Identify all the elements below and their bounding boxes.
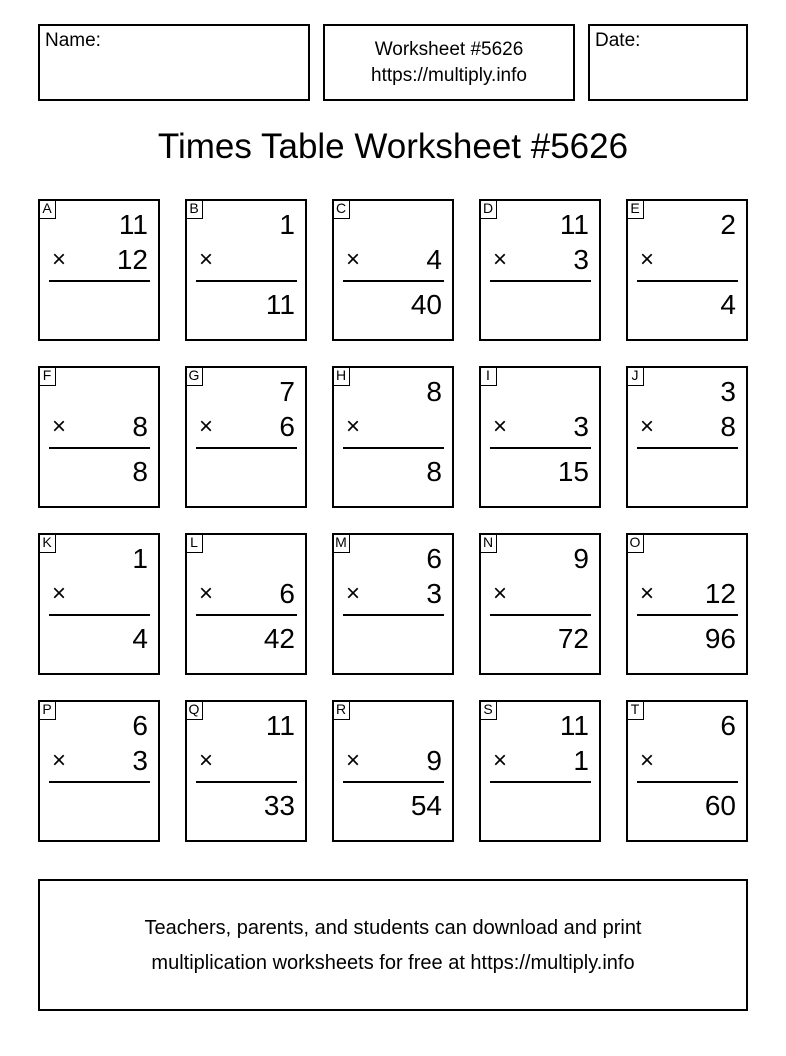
answer-rule (637, 614, 738, 616)
answer-value[interactable]: 60 (704, 790, 736, 821)
top-operand[interactable]: 1 (279, 209, 295, 240)
date-label: Date: (595, 30, 641, 51)
top-operand[interactable]: 6 (132, 710, 148, 741)
answer-rule (343, 447, 444, 449)
worksheet-number: Worksheet #5626 (374, 39, 524, 60)
multiply-sign: × (199, 580, 214, 607)
top-operand[interactable]: 11 (265, 710, 295, 741)
problem-letter: D (479, 199, 497, 219)
bottom-operand[interactable]: 6 (279, 411, 295, 442)
bottom-operand[interactable]: 12 (704, 578, 736, 609)
problem-card (479, 533, 601, 675)
multiply-sign: × (199, 747, 214, 774)
worksheet-url: https://multiply.info (371, 65, 527, 86)
top-operand[interactable]: 11 (118, 209, 148, 240)
footer-line-1: Teachers, parents, and students can download and print (144, 917, 642, 939)
answer-value[interactable]: 33 (263, 790, 295, 821)
problem-card (185, 199, 307, 341)
problem-card (332, 366, 454, 508)
answer-value[interactable]: 4 (720, 289, 736, 320)
name-field-box[interactable] (38, 24, 310, 101)
problem-card (332, 700, 454, 842)
multiply-sign: × (52, 413, 67, 440)
answer-rule (196, 447, 297, 449)
top-operand[interactable]: 9 (573, 543, 589, 574)
top-operand[interactable]: 2 (720, 209, 736, 240)
problem-letter: F (38, 366, 56, 386)
answer-value[interactable]: 96 (704, 623, 736, 654)
problem-letter: S (479, 700, 497, 720)
problem-letter: L (185, 533, 203, 553)
answer-rule (49, 447, 150, 449)
answer-rule (196, 280, 297, 282)
problem-card (626, 533, 748, 675)
problem-letter: C (332, 199, 350, 219)
top-operand[interactable]: 7 (279, 376, 295, 407)
problem-card (479, 700, 601, 842)
problem-card (626, 199, 748, 341)
problem-card (38, 199, 160, 341)
answer-rule (490, 280, 591, 282)
problem-letter: P (38, 700, 56, 720)
problem-card (38, 533, 160, 675)
answer-rule (196, 781, 297, 783)
top-operand[interactable]: 6 (720, 710, 736, 741)
problem-card (38, 366, 160, 508)
problem-card (479, 366, 601, 508)
answer-value[interactable]: 15 (557, 456, 589, 487)
bottom-operand[interactable]: 3 (573, 244, 589, 275)
problem-card (626, 366, 748, 508)
answer-value[interactable]: 42 (263, 623, 295, 654)
problem-letter: G (185, 366, 203, 386)
problem-letter: Q (185, 700, 203, 720)
footer-line-2: multiplication worksheets for free at https://multiply.info (151, 952, 635, 974)
answer-rule (49, 614, 150, 616)
answer-value[interactable]: 8 (132, 456, 148, 487)
answer-rule (637, 447, 738, 449)
bottom-operand[interactable]: 1 (573, 745, 589, 776)
multiply-sign: × (493, 413, 508, 440)
multiply-sign: × (640, 246, 655, 273)
multiply-sign: × (493, 580, 508, 607)
multiply-sign: × (346, 413, 361, 440)
answer-rule (343, 614, 444, 616)
problem-letter: H (332, 366, 350, 386)
problem-card (479, 199, 601, 341)
answer-value[interactable]: 4 (132, 623, 148, 654)
problem-letter: R (332, 700, 350, 720)
problem-card (38, 700, 160, 842)
bottom-operand[interactable]: 4 (426, 244, 442, 275)
bottom-operand[interactable]: 9 (426, 745, 442, 776)
name-label: Name: (45, 30, 101, 51)
multiply-sign: × (346, 747, 361, 774)
problem-card (626, 700, 748, 842)
problem-letter: J (626, 366, 644, 386)
multiply-sign: × (52, 747, 67, 774)
problem-card (185, 366, 307, 508)
answer-value[interactable]: 8 (426, 456, 442, 487)
problem-letter: T (626, 700, 644, 720)
multiply-sign: × (346, 246, 361, 273)
bottom-operand[interactable]: 3 (426, 578, 442, 609)
problem-letter: K (38, 533, 56, 553)
top-operand[interactable]: 8 (426, 376, 442, 407)
top-operand[interactable]: 11 (559, 209, 589, 240)
bottom-operand[interactable]: 6 (279, 578, 295, 609)
problem-card (332, 533, 454, 675)
top-operand[interactable]: 1 (132, 543, 148, 574)
footer-box (38, 879, 748, 1011)
answer-rule (490, 447, 591, 449)
bottom-operand[interactable]: 12 (116, 244, 148, 275)
answer-rule (343, 781, 444, 783)
date-field-box[interactable] (588, 24, 748, 101)
answer-rule (49, 781, 150, 783)
answer-rule (490, 614, 591, 616)
answer-rule (637, 781, 738, 783)
answer-rule (196, 614, 297, 616)
problem-card (185, 533, 307, 675)
problem-letter: E (626, 199, 644, 219)
multiply-sign: × (346, 580, 361, 607)
multiply-sign: × (199, 413, 214, 440)
top-operand[interactable]: 3 (720, 376, 736, 407)
answer-rule (49, 280, 150, 282)
multiply-sign: × (493, 747, 508, 774)
multiply-sign: × (52, 580, 67, 607)
bottom-operand[interactable]: 3 (573, 411, 589, 442)
worksheet-info-box (323, 24, 575, 101)
bottom-operand[interactable]: 8 (132, 411, 148, 442)
bottom-operand[interactable]: 8 (720, 411, 736, 442)
multiply-sign: × (640, 413, 655, 440)
multiply-sign: × (199, 246, 214, 273)
answer-value[interactable]: 54 (410, 790, 442, 821)
multiply-sign: × (493, 246, 508, 273)
multiply-sign: × (52, 246, 67, 273)
page-title: Times Table Worksheet #5626 (157, 127, 629, 166)
problem-letter: O (626, 533, 644, 553)
top-operand[interactable]: 11 (559, 710, 589, 741)
multiply-sign: × (640, 747, 655, 774)
bottom-operand[interactable]: 3 (132, 745, 148, 776)
answer-value[interactable]: 11 (265, 289, 295, 320)
answer-rule (343, 280, 444, 282)
problem-letter: N (479, 533, 497, 553)
problem-card (185, 700, 307, 842)
problem-letter: M (332, 533, 350, 553)
problem-letter: A (38, 199, 56, 219)
answer-value[interactable]: 72 (557, 623, 589, 654)
problem-letter: B (185, 199, 203, 219)
problem-card (332, 199, 454, 341)
answer-rule (637, 280, 738, 282)
answer-value[interactable]: 40 (410, 289, 442, 320)
top-operand[interactable]: 6 (426, 543, 442, 574)
multiply-sign: × (640, 580, 655, 607)
problem-letter: I (479, 366, 497, 386)
answer-rule (490, 781, 591, 783)
